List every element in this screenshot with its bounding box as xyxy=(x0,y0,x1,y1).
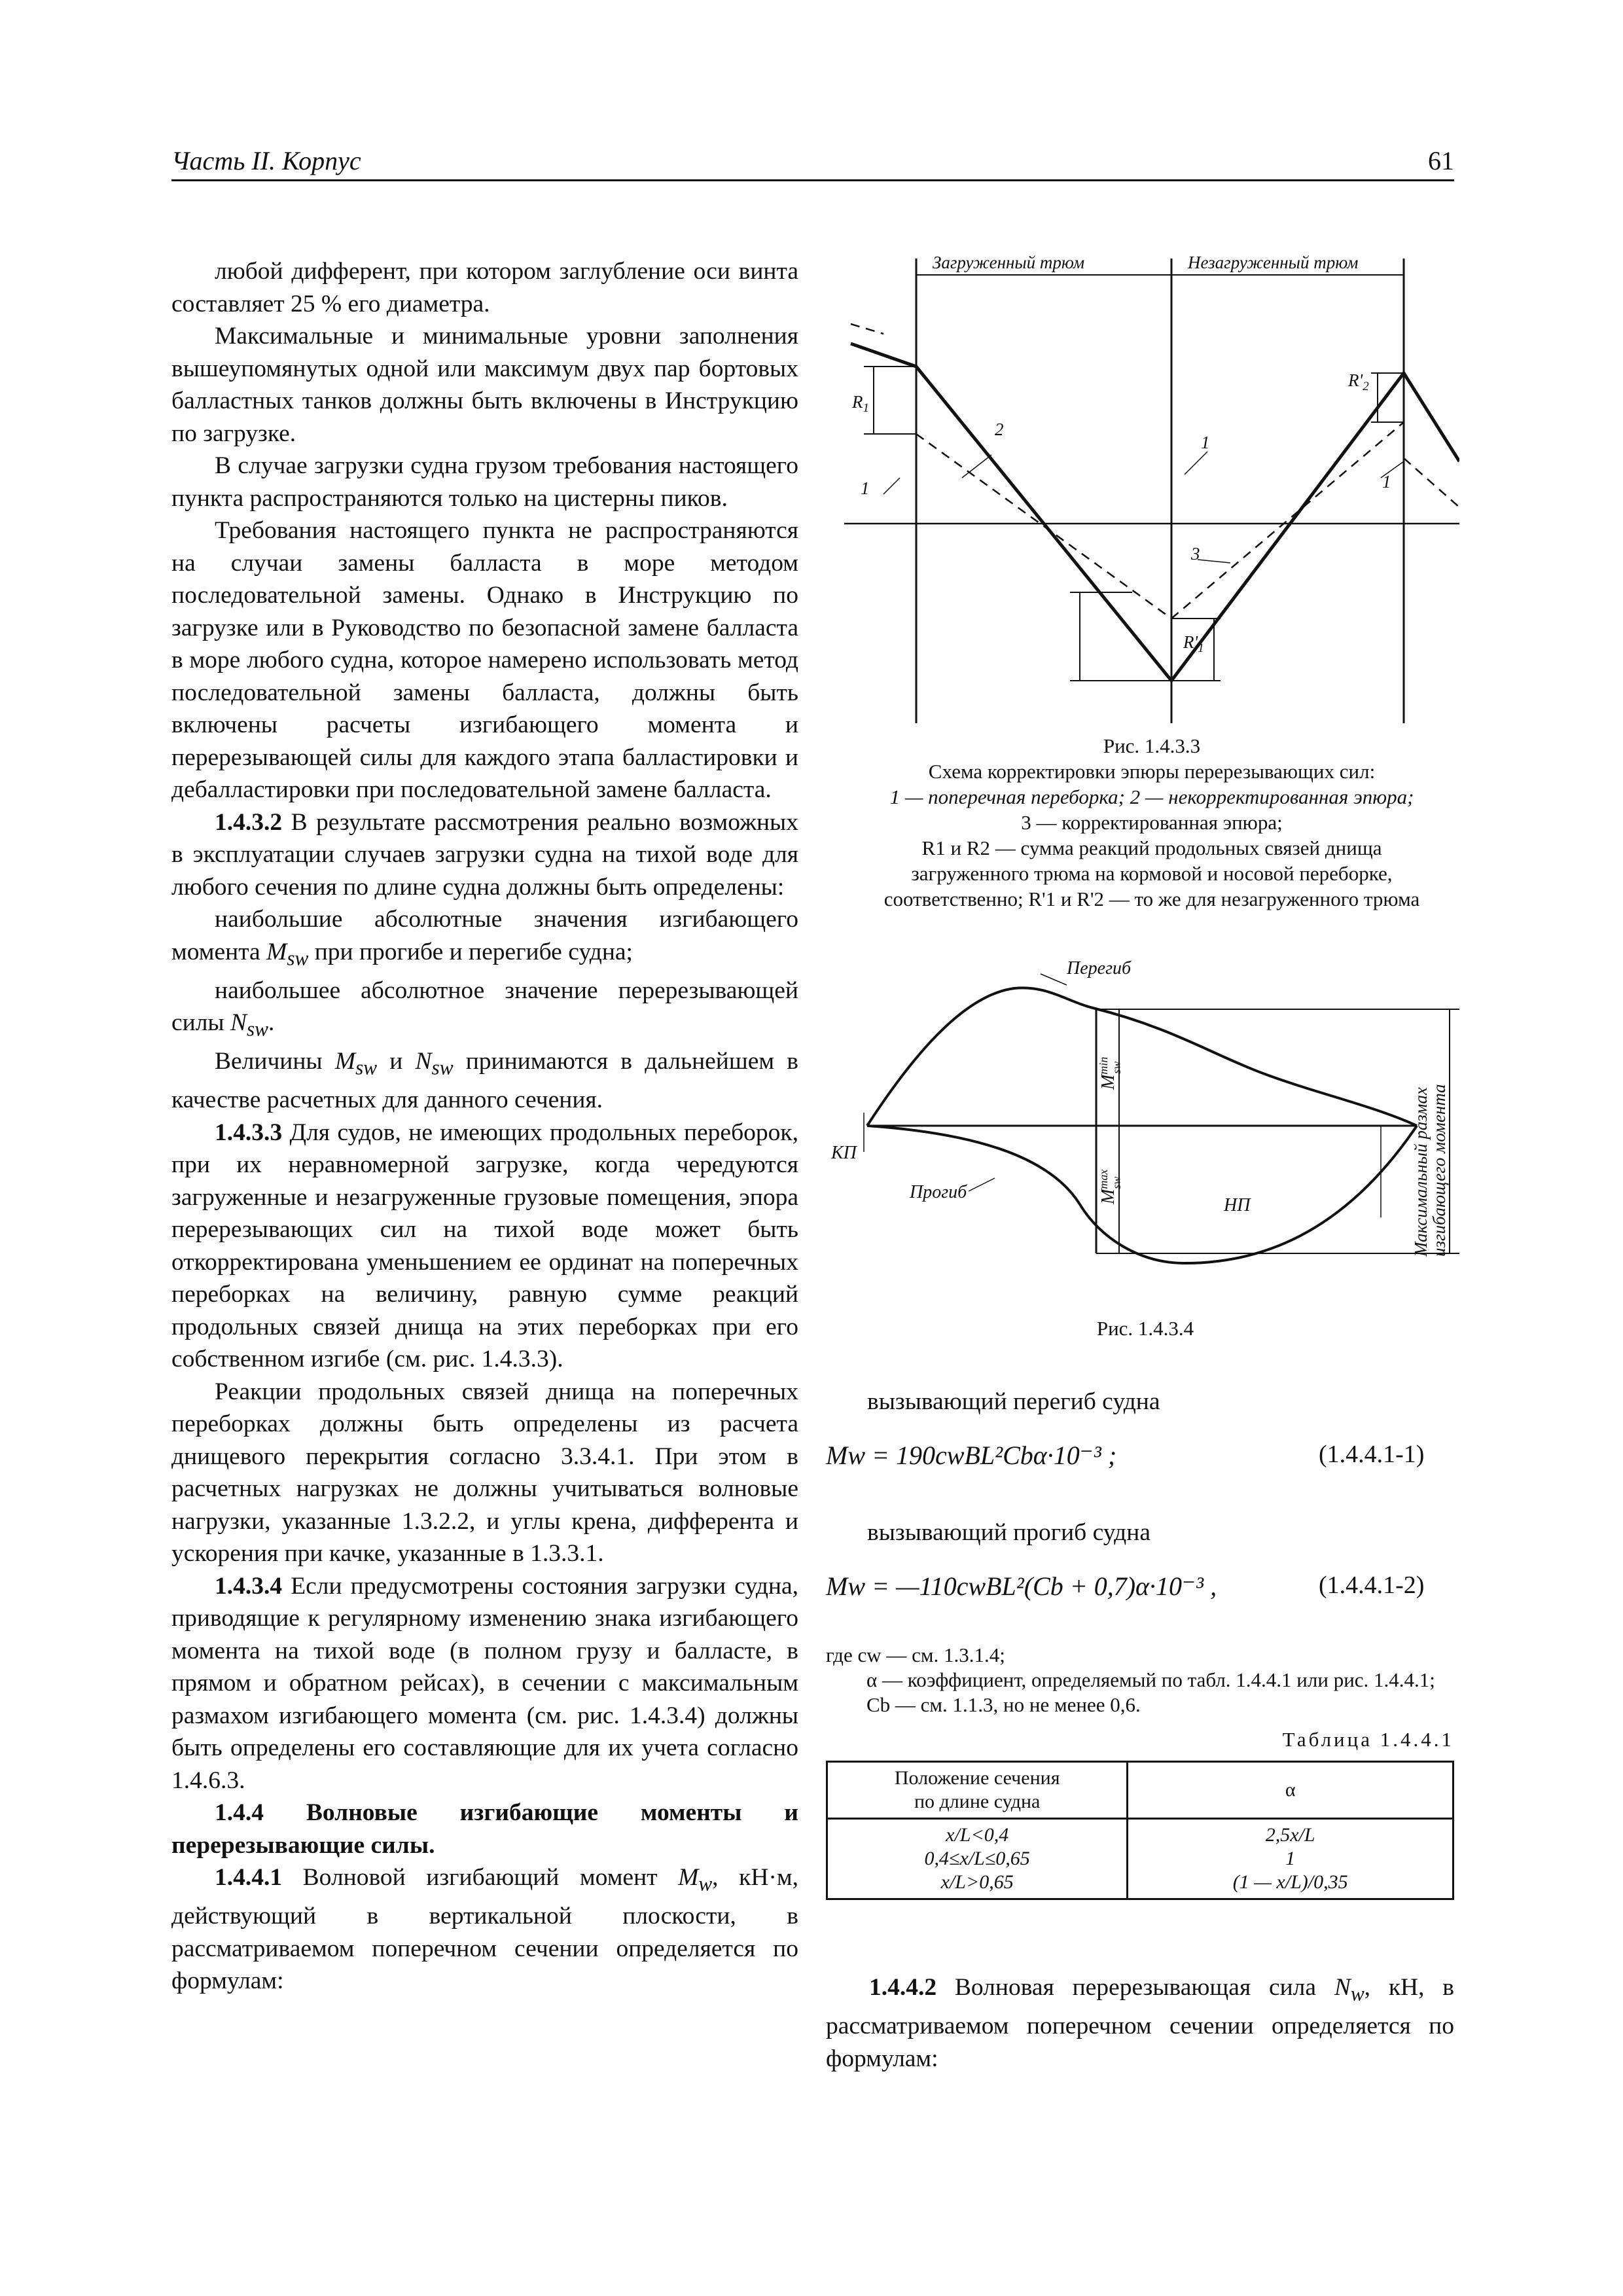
corrected-diagram xyxy=(916,434,1171,619)
paragraph: 1.4.4.2 Волновая перерезывающая сила $N_w$, кН, в рассматриваемом поперечном сечении определяется по формулам: xyxy=(826,1974,1454,2072)
formula-notes: где cw — см. 1.3.1.4; α — коэффициент, определяемый по табл. 1.4.4.1 или рис. 1.4.4.1; Cb — см. 1.1.3, но не менее 0,6. xyxy=(826,1643,1435,1716)
formula-hogging: Mw = 190cwBL²Cbα·10⁻³ ; xyxy=(826,1441,1117,1470)
section-number: 1.4.4.2 xyxy=(869,1974,937,2001)
table-caption: Таблица 1.4.4.1 xyxy=(1282,1728,1454,1751)
page-header xyxy=(171,145,1454,182)
m-min-label: $M^{min}sw$ xyxy=(1097,1056,1123,1090)
paragraph: Реакции продольных связей днища на поперечных переборках должны быть определены из расчета днищевого перекрытия согласно 3.3.4.1. При этом в расчетных нагрузках не должны учитываться волновые нагрузки, указанные 1.3.2.2, и углы крена, дифферента и ускорения при качке, указанные в 1.3.3.1. xyxy=(171,1378,798,1567)
alpha-table xyxy=(826,1761,1454,1900)
section-number: 1.4.3.3 xyxy=(215,1119,283,1146)
np-label: НП xyxy=(1224,1195,1251,1215)
paragraph: 1.4.3.4 Если предусмотрены состояния загрузки судна, приводящие к регулярному изменению знака изгибающего момента на тихой воде (в полном грузу и балласте, в прямом и обратном рейсах), в сечении с максимальным размахом изгибающего момента (см. рис. 1.4.3.4) должны быть определены его составляющие для их учета согласно 1.4.6.3. xyxy=(171,1572,798,1794)
section-number: 1.4.3.4 xyxy=(215,1572,283,1600)
running-title: Часть II. Корпус xyxy=(171,146,361,175)
label-1: 1 xyxy=(861,478,870,498)
figure-caption: Рис. 1.4.3.4 xyxy=(1096,1317,1194,1340)
paragraph: Максимальные и минимальные уровни заполнения вышеупомянутых одной или максимум двух пар бортовых балластных танков должны быть включены в Инструкцию по загрузке. xyxy=(171,323,798,447)
section-heading: 1.4.4 Волновые изгибающие моменты и перерезывающие силы. xyxy=(171,1799,798,1859)
hogging-curve xyxy=(867,988,1417,1126)
paragraph: 1.4.3.2 В результате рассмотрения реально возможных в эксплуатации случаев загрузки судна на тихой воде для любого сечения по длине судна должны быть определены: xyxy=(171,808,798,901)
label-1: 1 xyxy=(1382,472,1391,492)
range-label-2: изгибающего момента xyxy=(1429,1084,1449,1257)
paragraph: 1.4.3.3 Для судов, не имеющих продольных переборок, при их неравномерной загрузке, когда чередуются загруженные и незагруженные грузовые помещения, эпора перерезывающих сил на тихой воде может быть откорректирована уменьшением ее ординат на поперечных переборках на величину, равную сумме реакций продольных связей днища на этих переборках при его собственном изгибе (см. рис. 1.4.3.3). xyxy=(171,1119,798,1372)
left-column xyxy=(171,255,798,1998)
paragraph: 1.4.4.1 Волновой изгибающий момент $M_w$, кН·м, действующий в вертикальной плоскости, в рассматриваемом поперечном сечении определяется по формулам: xyxy=(171,1864,798,1994)
label-r2-prime: $R'_2$ xyxy=(1348,370,1369,393)
hog-label: Перегиб xyxy=(1067,958,1132,978)
section-number: 1.4.3.2 xyxy=(215,808,283,836)
label-1: 1 xyxy=(1201,433,1210,452)
m-max-label: $M^{max}sw$ xyxy=(1097,1169,1123,1204)
bending-moment-diagram xyxy=(831,956,1459,1309)
paragraph: Требования настоящего пункта не распространяются на случаи замены балласта в море методом последовательной замены. Однако в Инструкцию по загрузке или в Руководство по безопасной замене балласта в море любого судна, которое намерено использовать метод последовательной замены балласта, должны быть включены расчеты изгибающего момента и перерезывающей силы для каждого этапа балластировки и дебалластировки при последовательной замене балласта. xyxy=(171,517,798,803)
paragraph: любой дифферент, при котором заглубление оси винта составляет 25 % его диаметра. xyxy=(171,258,798,317)
section-number: 1.4.4.1 xyxy=(215,1864,283,1891)
paragraph: наибольшее абсолютное значение перерезывающей силы $N_{sw}$. xyxy=(171,977,798,1041)
label-r1: $R_1$ xyxy=(852,392,869,415)
kp-label: КП xyxy=(831,1143,857,1163)
label-unloaded-hold: Незагруженный трюм xyxy=(1188,253,1359,272)
label-loaded-hold: Загруженный трюм xyxy=(933,253,1085,272)
uncorrected-diagram xyxy=(851,344,1459,681)
formula-number: (1.4.4.1-1) xyxy=(1319,1441,1425,1468)
label-2: 2 xyxy=(995,420,1004,439)
table-row: x/L<0,4 0,4≤x/L≤0,65 x/L>0,65 2,5x/L 1 (1 — x/L)/0,35 xyxy=(827,1819,1454,1899)
header-rule xyxy=(171,179,1454,181)
sag-label: Прогиб xyxy=(910,1182,967,1202)
label-3: 3 xyxy=(1191,544,1200,564)
figure-caption: Рис. 1.4.3.3 Схема корректировки эпюры перерезывающих сил: 1 — поперечная переборка; 2 — некорректированная эпюра; 3 — корректированная эпюра; R1 и R2 — сумма реакций продольных связей днища загруженного трюма на кормовой и носовой переборке, соответственно; R'1 и R'2 — то же для незагруженного трюма xyxy=(883,734,1420,910)
formula-intro: вызывающий перегиб судна xyxy=(867,1388,1160,1415)
paragraph: В случае загрузки судна грузом требования настоящего пункта распространяются только на цистерны пиков. xyxy=(171,452,798,512)
label-r1-prime: $R'_1$ xyxy=(1183,632,1204,655)
formula-sagging: Mw = —110cwBL²(Cb + 0,7)α·10⁻³ , xyxy=(826,1571,1217,1601)
paragraph: Величины $M_{sw}$ и $N_{sw}$ принимаются в дальнейшем в качестве расчетных для данного сечения. xyxy=(171,1048,798,1113)
table-header: α xyxy=(1128,1762,1454,1819)
table-header: Положение сечения по длине судна xyxy=(827,1762,1128,1819)
shear-force-diagram xyxy=(844,252,1459,736)
formula-intro: вызывающий прогиб судна xyxy=(867,1519,1150,1546)
range-label-1: Максимальный размах xyxy=(1411,1087,1431,1257)
paragraph: наибольшие абсолютные значения изгибающего момента $M_{sw}$ при прогибе и перегибе судна; xyxy=(171,906,798,969)
formula-number: (1.4.4.1-2) xyxy=(1319,1571,1425,1599)
page-number: 61 xyxy=(1428,146,1454,175)
